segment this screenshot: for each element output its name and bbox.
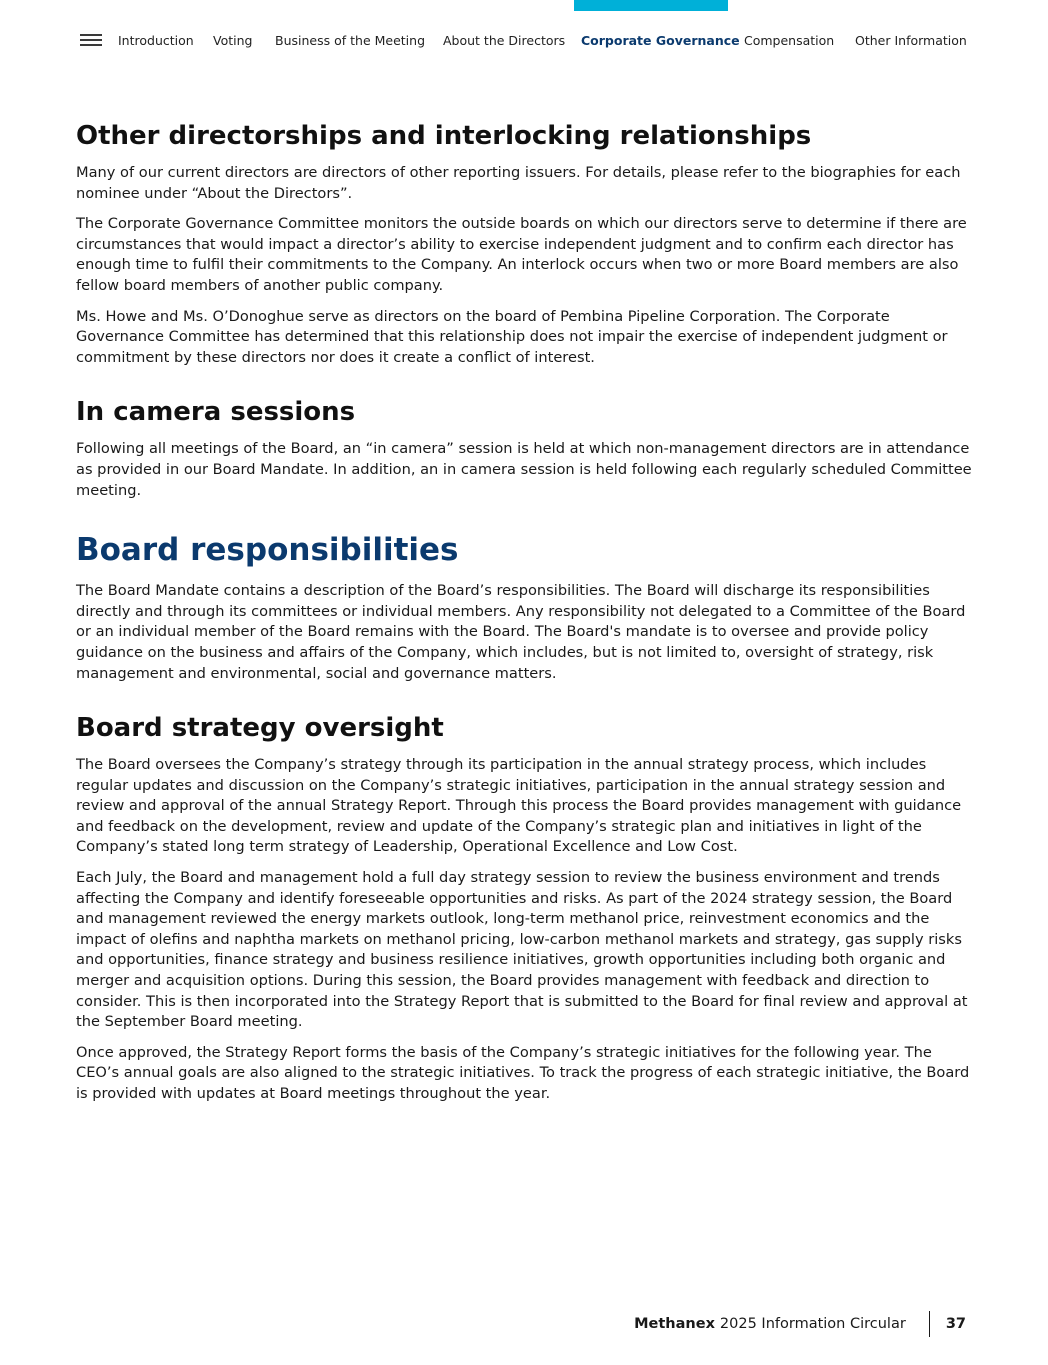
paragraph: The Board oversees the Company’s strategy through its participation in the annual strategy process, which includes regular updates and discussion on the Company’s strategic initiatives, participation in the annual strategy session and review and approval of the annual Strategy Report. Through this process the Board provides management with guidance and feedback on the development, review and update of the Company’s strategic plan and initiatives in light of the Company’s stated long term strategy of Leadership, Operational Excellence and Low Cost.: [76, 756, 962, 856]
nav-item-other-information[interactable]: Other Information: [855, 33, 967, 48]
section-title-strategy-oversight: Board strategy oversight: [76, 713, 444, 744]
nav-item-business-of-the-meeting[interactable]: Business of the Meeting: [275, 33, 425, 48]
hamburger-menu-icon[interactable]: [80, 34, 102, 50]
page-footer: [634, 1310, 966, 1338]
paragraph: Following all meetings of the Board, an “in camera” session is held at which non-management directors are in attendance as provided in our Board Mandate. In addition, an in camera session is held following each regularly scheduled Committee meeting.: [76, 440, 972, 499]
active-section-indicator: [574, 0, 728, 11]
footer-document-title: 2025 Information Circular: [719, 1316, 906, 1332]
paragraph: Each July, the Board and management hold a full day strategy session to review the business environment and trends affecting the Company and identify foreseeable opportunities and risks. As part of the 2024 strategy session, the Board and management reviewed the energy markets outlook, long-term methanol price, reinvestment economics and the impact of olefins and naphtha markets on methanol pricing, low-carbon methanol markets and strategy, gas supply risks and opportunities, finance strategy and business resilience initiatives, growth opportunities including both organic and merger and acquisition options. During this session, the Board provides management with feedback and direction to consider. This is then incorporated into the Strategy Report that is submitted to the Board for final review and approval at the September Board meeting.: [76, 869, 968, 1031]
chapter-title-board-responsibilities: Board responsibilities: [76, 532, 459, 569]
page-number: 37: [945, 1316, 966, 1332]
nav-item-voting[interactable]: Voting: [213, 33, 253, 48]
nav-item-about-the-directors[interactable]: About the Directors: [443, 33, 566, 48]
paragraph: The Corporate Governance Committee monitors the outside boards on which our directors serve to determine if there are circumstances that would impact a director’s ability to exercise independent judgment and to confirm each director has enough time to fulfil their commitments to the Company. An interlock occurs when two or more Board members are also fellow board members of another public company.: [76, 215, 967, 294]
footer-brand: Methanex: [634, 1316, 715, 1332]
paragraph: Ms. Howe and Ms. O’Donoghue serve as directors on the board of Pembina Pipeline Corporation. The Corporate Governance Committee has determined that this relationship does not impair the exercise of independent judgment or commitment by these directors nor does it create a conflict of interest.: [76, 307, 948, 366]
nav-item-introduction[interactable]: Introduction: [118, 33, 194, 48]
footer-divider: [929, 1311, 930, 1337]
page-content: [76, 118, 976, 1115]
paragraph: Once approved, the Strategy Report forms the basis of the Company’s strategic initiatives for the following year. The CEO’s annual goals are also aligned to the strategic initiatives. To track the progress of each strategic initiative, the Board is provided with updates at Board meetings throughout the year.: [76, 1043, 970, 1102]
nav-item-compensation[interactable]: Compensation: [744, 33, 835, 48]
paragraph: The Board Mandate contains a description of the Board’s responsibilities. The Board will discharge its responsibilities directly and through its committees or individual members. Any responsibility not delegated to a Committee of the Board or an individual member of the Board remains with the Board. The Board's mandate is to oversee and provide policy guidance on the business and affairs of the Company, which includes, but is not limited to, oversight of strategy, risk management and environmental, social and governance matters.: [76, 582, 966, 682]
paragraph: Many of our current directors are directors of other reporting issuers. For details, please refer to the biographies for each nominee under “About the Directors”.: [76, 164, 961, 202]
section-title-in-camera: In camera sessions: [76, 397, 356, 428]
top-navigation: [0, 28, 1048, 56]
section-title-directorships: Other directorships and interlocking relationships: [76, 121, 812, 151]
nav-item-corporate-governance[interactable]: Corporate Governance: [581, 33, 740, 48]
